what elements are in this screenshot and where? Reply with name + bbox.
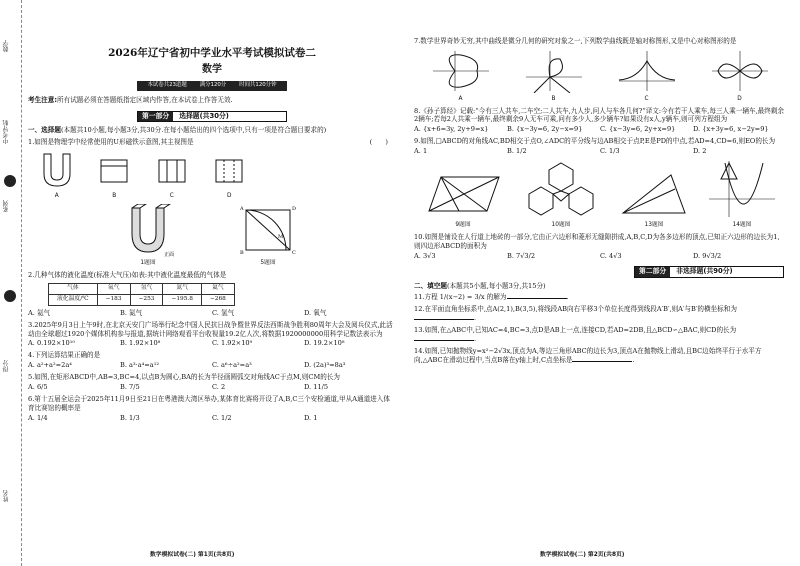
svg-text:B: B [240, 249, 244, 256]
section2-instructions [414, 282, 786, 291]
sidebar-subject: 数学 [3, 40, 10, 52]
question-12: 12.在平面直角坐标系中,点A(2,1),B(3,5),将线段AB向右平移3个单位长度得到线段A′B′,则A′与B′的横坐标和为. [414, 305, 737, 323]
parabola-triangle-icon [707, 159, 777, 219]
q3-option-c[interactable]: C. 1.92×10⁹ [212, 339, 253, 348]
question-7: 7.数学世界奇妙无穷,其中曲线是微分几何的研究对象之一,下列数学曲线既是轴对称图形,又是中心对称图形的是 [414, 37, 737, 45]
sidebar-name-label: 姓名 [3, 490, 10, 502]
q7-option-a[interactable]: A [431, 49, 491, 104]
gas-liquefaction-table [48, 283, 235, 306]
q6-option-a[interactable]: A. 1/4 [28, 413, 48, 422]
q3-option-d[interactable]: D. 19.2×10⁸ [304, 339, 345, 348]
q1-option-d[interactable]: D [212, 150, 246, 201]
rect-split-view-icon [97, 150, 131, 190]
q10-option-b[interactable]: B. 7√3/2 [507, 251, 536, 260]
info-duration: 时间共120分钟 [239, 82, 277, 89]
question-10: 10.如图是铺设在人行道上地砖的一部分,它由正六边形和菱形无缝隙拼成,A,B,C,D为各多边形的顶点,已知正六边形的边长为1,则四边形ABCD的面积为 [414, 232, 780, 250]
part1-tag: 第一部分 [138, 112, 173, 121]
sidebar-brand: 中考导航 [3, 120, 10, 144]
info-question-count: 本试卷共23道题 [147, 82, 187, 89]
section2-text: (本题共5小题,每小题3分,共15分) [446, 281, 546, 290]
q4-option-a[interactable]: A. a²+a²=2a⁴ [28, 361, 72, 370]
q8-option-c[interactable]: C. {x−3y=6, 2y+x=9} [600, 125, 676, 134]
notice-text: 所有试题必须在答题纸指定区域内作答,在本试卷上作答无效. [57, 95, 233, 104]
q8-options [414, 125, 786, 134]
table-header: 氮气 [163, 284, 201, 295]
binding-hole [4, 290, 16, 302]
q8-option-d[interactable]: D. {x+3y=6, x−2y=9} [693, 125, 769, 134]
q13-stem: 13.如图,在△ABC中,已知AC=4,BC=3,点D是AB上一点,连接CD,若AD=2DB,且△BCD∽△BAC,则CD的长为 [414, 326, 737, 335]
parallelogram-diagram-icon [423, 169, 503, 219]
part1-header [137, 111, 287, 122]
answer-blank[interactable] [414, 319, 474, 320]
table-header: 氦气 [201, 284, 234, 295]
section1-instructions [28, 126, 396, 135]
notice-label: 考生注意: [28, 95, 58, 104]
q10-option-a[interactable]: A. 3√3 [414, 251, 436, 260]
part2-tag: 第二部分 [635, 267, 670, 276]
sidebar-series: 系列 [3, 200, 10, 212]
svg-text:A: A [240, 205, 244, 212]
svg-text:D: D [292, 205, 297, 212]
question-5: 5.如图,在矩形ABCD中,AB=3,BC=4,以点B为圆心,BA的长为半径画圆弧交对角线AC于点M,则CM的长为 [28, 373, 341, 382]
question-11: 11.方程 1/(x−2) = 3/x 的解为 . [414, 293, 569, 302]
q7-option-d[interactable]: D [710, 49, 770, 104]
table-cell: −268 [201, 294, 234, 305]
svg-text:M: M [278, 233, 284, 240]
q3-option-a[interactable]: A. 0.192×10¹⁰ [28, 339, 76, 348]
q3-option-b[interactable]: B. 1.92×10⁸ [120, 339, 161, 348]
paper-title: 2026年辽宁省初中学业水平考试模拟试卷二 [108, 47, 316, 59]
question-3: 3.2025年9月3日上午9时,在北京天安门广场举行纪念中国人民抗日战争暨世界反法西斯战争胜利80周年大会及阅兵仪式,此活动由全球超过1920个媒体机构参与报道,据统计网络观看平台收视量19.2亿人次,将数据1920000000用科学记数法表示为 [28, 320, 393, 338]
section1-text: (本题共10小题,每小题3分,共30分.在每小题给出的四个选项中,只有一项是符合题目要求的) [60, 126, 327, 135]
q14-figure: 14题图 [707, 159, 777, 230]
q10-option-c[interactable]: C. 4√3 [600, 251, 622, 260]
q9-option-a[interactable]: A. 1 [414, 147, 428, 156]
q2-option-c[interactable]: C. 氢气 [212, 308, 235, 317]
q6-option-d[interactable]: D. 1 [304, 413, 318, 422]
section2-label: 二、填空题 [414, 281, 447, 290]
section1-label: 一、选择题 [28, 126, 61, 135]
footer-page1: 数学模拟试卷(二) 第1页(共8页) [150, 552, 235, 558]
lemniscate-curve-icon [710, 49, 770, 93]
table-row-label: 液化温度/℃ [49, 294, 98, 305]
svg-text:正面: 正面 [164, 251, 175, 258]
binding-margin [0, 0, 22, 566]
question-9: 9.如图,□ABCD的对角线AC,BD相交于点O,∠ADC的平分线与边AB相交于点P,E是PD的中点,若AD=4,CD=6,则EO的长为 [414, 137, 776, 146]
q6-options [28, 414, 396, 423]
table-header: 氧气 [97, 284, 130, 295]
u-magnet-3d-icon [118, 204, 178, 258]
q5-options [28, 383, 396, 392]
footer-page2: 数学模拟试卷(二) 第2页(共8页) [540, 552, 625, 558]
q1-option-a[interactable]: A [40, 150, 74, 201]
q1-stem: 1.如图是物理学中经常使用的U形磁铁示意图,其主视图是 [28, 137, 194, 146]
q10-figure: 10题图 [521, 159, 601, 230]
table-cell: −195.8 [163, 294, 201, 305]
cardioid-curve-icon [431, 49, 491, 93]
q4-options [28, 361, 396, 370]
exam-info-bar [137, 81, 287, 91]
question-13: 13.如图,在△ABC中,已知AC=4,BC=3,点D是AB上一点,连接CD,若AD=2DB,且△BCD∽△BAC,则CD的长为. [414, 326, 737, 344]
q9-q14-figures [414, 159, 786, 230]
table-header: 氢气 [130, 284, 163, 295]
question-14: 14.如图,已知抛物线y=x²−2√3x,顶点为A,等边三角形ABC的边长为3,顶点A在抛物线上滑动,且BC边始终平行于水平方向,△ABC在滑动过程中,当点B落在y轴上时,C点坐标是 . [414, 346, 762, 364]
q10-options [414, 252, 786, 261]
q7-curve-options [414, 49, 786, 104]
q9-figure: 9题图 [423, 169, 503, 230]
question-4: 4.下列运算结果正确的是 [28, 351, 101, 360]
paper-subject: 数学 [202, 64, 222, 76]
part2-header [634, 266, 784, 277]
sidebar-score-label: 得分 [3, 360, 10, 372]
q6-option-b[interactable]: B. 1/3 [120, 413, 140, 422]
part2-title: 非选择题(共90分) [676, 267, 733, 276]
left-page [28, 38, 396, 425]
q1-figure: 正面 1题图 [118, 204, 178, 269]
table-cell: −253 [130, 294, 163, 305]
q9-option-d[interactable]: D. 2 [693, 147, 707, 156]
question-1: 1.如图是物理学中经常使用的U形磁铁示意图,其主视图是 ( ) [28, 137, 388, 146]
q10-option-d[interactable]: D. 9√3/2 [693, 251, 722, 260]
q2-option-d[interactable]: D. 氧气 [304, 308, 327, 317]
q4-option-c[interactable]: C. a⁶÷a²=a³ [212, 361, 252, 370]
q14-stem: 14.如图,已知抛物线y=x²−2√3x,顶点为A,等边三角形ABC的边长为3,顶点A在抛物线上滑动,且BC边始终平行于水平方向,△ABC在滑动过程中,当点B落在y轴上时,C点坐标是 [414, 346, 762, 364]
rect-dashed-cell-icon [212, 150, 246, 190]
u-magnet-front-icon [40, 150, 74, 190]
table-cell: −183 [97, 294, 130, 305]
hexagon-tiling-icon [521, 159, 601, 219]
q6-option-c[interactable]: C. 1/2 [212, 413, 232, 422]
q1-option-c[interactable]: C [155, 150, 189, 201]
table-header: 气体 [49, 284, 98, 295]
q9-options [414, 147, 786, 156]
q5-option-a[interactable]: A. 6/5 [28, 382, 48, 391]
q1-q5-figures [88, 204, 328, 269]
q5-option-d[interactable]: D. 11/5 [304, 382, 329, 391]
exam-notice [28, 96, 396, 105]
q2-options [28, 309, 396, 318]
q1-option-b[interactable]: B [97, 150, 131, 201]
answer-blank[interactable] [507, 298, 567, 299]
q11-stem: 11.方程 1/(x−2) = 3/x 的解为 [414, 293, 507, 302]
q13-figure: 13题图 [619, 169, 689, 230]
q5-figure: A D B C M 5题图 [240, 205, 297, 267]
answer-blank[interactable] [572, 361, 632, 362]
rectangle-arc-diagram-icon [238, 204, 298, 258]
svg-text:C: C [292, 249, 296, 256]
q4-option-b[interactable]: B. a³·a⁴=a¹² [120, 361, 160, 370]
q3-options [28, 339, 396, 348]
question-6: 6.第十五届全运会于2025年11月9日至21日在粤港澳大湾区举办,某体育比赛将开设了A,B,C三个安检通道,甲从A通道进入体育比赛馆的概率是 [28, 394, 390, 412]
folium-curve-icon [524, 49, 584, 93]
q7-option-b[interactable]: B [524, 49, 584, 104]
answer-blank[interactable] [414, 340, 474, 341]
q4-option-d[interactable]: D. (2a)³=8a³ [304, 361, 346, 370]
question-8: 8.《孙子算经》记载:“今有三人共车,二车空;二人共车,九人步,问人与车各几何?”译文:今有若干人乘车,每三人乘一辆车,最终剩余2辆车;若每2人共乘一辆车,最终剩余9人无车可乘,问有多少人,多少辆车?如果设有x人,y辆车,则可列方程组为 [414, 106, 784, 124]
rect-three-cell-icon [155, 150, 189, 190]
q9-option-c[interactable]: C. 1/3 [600, 147, 620, 156]
q8-option-a[interactable]: A. {x+6=3y, 2y+9=x} [414, 125, 489, 134]
q1-options-figures [28, 150, 258, 201]
q7-option-c[interactable]: C [617, 49, 677, 104]
binding-hole [4, 175, 16, 187]
part1-title: 选择题(共30分) [179, 111, 229, 120]
q12-stem: 12.在平面直角坐标系中,点A(2,1),B(3,5),将线段AB向右平移3个单位长度得到线段A′B′,则A′与B′的横坐标和为 [414, 305, 737, 314]
triangle-diagram-icon [619, 169, 689, 219]
q5-option-b[interactable]: B. 7/5 [120, 382, 140, 391]
q8-option-b[interactable]: B. {x−3y=6, 2y−x=9} [507, 125, 583, 134]
bell-curve-icon [617, 49, 677, 93]
info-full-score: 满分120分 [199, 82, 227, 89]
question-2: 2.几种气体的液化温度(标准大气压)如表:其中液化温度最低的气体是 [28, 271, 227, 280]
q9-option-b[interactable]: B. 1/2 [507, 147, 527, 156]
right-page [414, 34, 786, 366]
q2-option-b[interactable]: B. 氮气 [120, 308, 143, 317]
q2-option-a[interactable]: A. 氦气 [28, 308, 51, 317]
q5-option-c[interactable]: C. 2 [212, 382, 226, 391]
